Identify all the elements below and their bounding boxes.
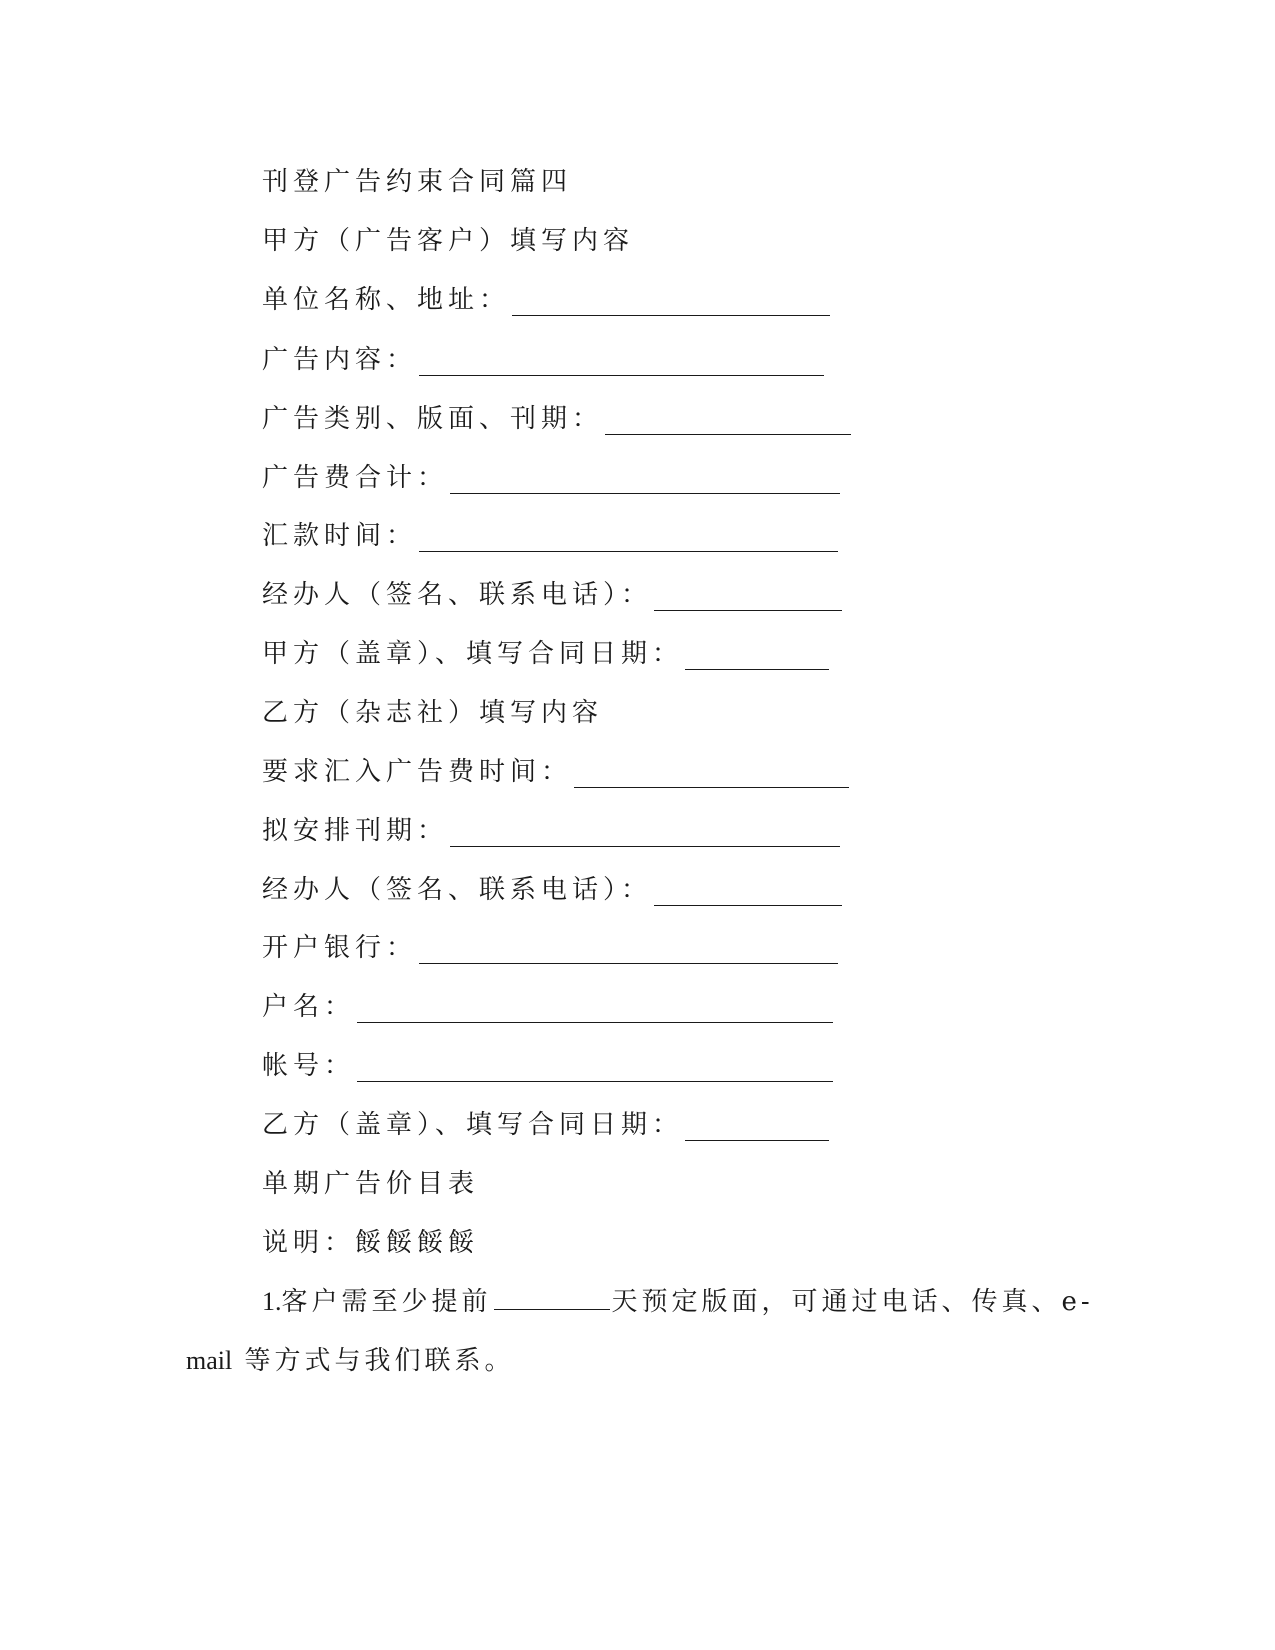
fill-blank[interactable]	[654, 587, 842, 611]
fill-blank[interactable]	[357, 1058, 833, 1082]
fill-blank[interactable]	[685, 646, 829, 670]
fill-blank[interactable]	[605, 411, 851, 435]
field-party-a-handler: 经办人（签名、联系电话）：	[262, 579, 842, 611]
field-party-b-handler: 经办人（签名、联系电话）：	[262, 874, 842, 906]
field-ad-fee-total: 广告费合计：	[262, 462, 840, 494]
field-company-name-address: 单位名称、地址：	[262, 284, 830, 316]
party-b-heading: 乙方（杂志社）填写内容	[262, 698, 604, 728]
field-ad-category: 广告类别、版面、刊期：	[262, 403, 851, 435]
fill-blank[interactable]	[419, 940, 838, 964]
fill-blank[interactable]	[494, 1287, 610, 1310]
party-a-heading: 甲方（广告客户）填写内容	[262, 226, 635, 256]
price-table-heading: 单期广告价目表	[262, 1169, 480, 1199]
fill-blank[interactable]	[654, 882, 842, 906]
field-party-a-seal-date: 甲方（盖章）、填写合同日期：	[262, 638, 829, 670]
fill-blank[interactable]	[574, 764, 849, 788]
note-label: 说明：餒餒餒餒	[262, 1228, 480, 1258]
clause-1: 1.客户需至少提前 天预定版面，可通过电话、传真、e-	[262, 1287, 1094, 1317]
field-account-number: 帐号：	[262, 1050, 833, 1082]
clause-1-continuation: mail 等方式与我们联系。	[186, 1346, 515, 1376]
field-account-name: 户名：	[262, 991, 833, 1023]
field-planned-issue: 拟安排刊期：	[262, 815, 840, 847]
field-remittance-time: 汇款时间：	[262, 520, 838, 552]
fill-blank[interactable]	[512, 292, 830, 316]
fill-blank[interactable]	[419, 528, 838, 552]
field-required-remit-time: 要求汇入广告费时间：	[262, 756, 849, 788]
field-bank: 开户银行：	[262, 932, 838, 964]
fill-blank[interactable]	[450, 823, 840, 847]
document-title: 刊登广告约束合同篇四	[262, 167, 573, 197]
fill-blank[interactable]	[357, 999, 833, 1023]
field-party-b-seal-date: 乙方（盖章）、填写合同日期：	[262, 1109, 829, 1141]
field-ad-content: 广告内容：	[262, 344, 824, 376]
fill-blank[interactable]	[450, 470, 840, 494]
fill-blank[interactable]	[685, 1117, 829, 1141]
fill-blank[interactable]	[419, 352, 824, 376]
